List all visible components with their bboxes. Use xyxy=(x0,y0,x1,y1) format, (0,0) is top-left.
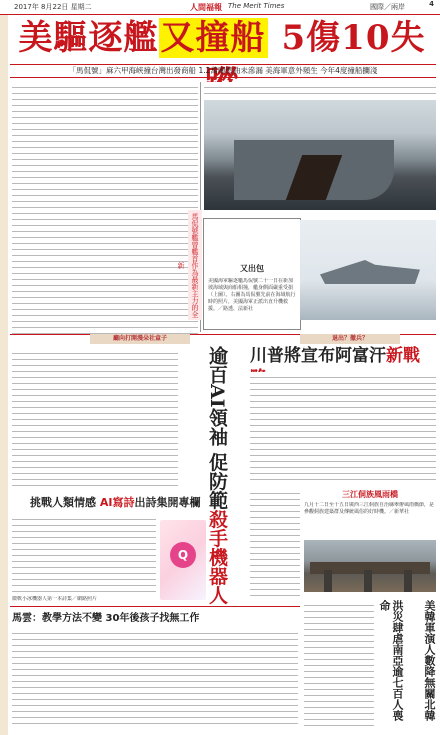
ma-headline: 馬雲：教學方法不變 30年後孩子找無工作 xyxy=(12,613,200,624)
trump-continued-text xyxy=(250,488,300,598)
korea-headline-b: 無關北韓 xyxy=(423,677,436,721)
ma-body-text xyxy=(12,628,298,728)
bridge-pier xyxy=(364,570,372,592)
flood-headline xyxy=(376,600,404,728)
korea-headline-a: 美韓軍演人數降 xyxy=(423,600,436,677)
page-number: 4 xyxy=(429,0,434,8)
bridge-pier xyxy=(324,570,332,592)
ai-headline-b: AI xyxy=(206,384,228,408)
korea-headline xyxy=(406,600,436,728)
ai-headline-c: 領袖 促防範 xyxy=(206,407,228,510)
headline-part-2: 又撞船 xyxy=(160,18,266,58)
page-header xyxy=(0,0,440,15)
trump-headline-b: 新戰 xyxy=(386,346,420,366)
poem-headline-a: 挑戰人類情感 xyxy=(30,496,100,509)
ai-section-label: 廳向打開漫朵社盒子 xyxy=(90,334,190,344)
trump-body-text xyxy=(250,372,436,484)
trump-headline-a: 川普將宣布阿富汗 xyxy=(250,346,386,366)
poem-headline-b: AI寫詩 xyxy=(99,496,135,509)
lead-banner xyxy=(8,15,436,63)
lead-top-text xyxy=(204,82,436,99)
destroyer-silhouette xyxy=(320,260,420,284)
paper-name: 人間福報 xyxy=(190,3,222,12)
caption-title: 又出包 xyxy=(240,264,264,273)
lead-pullquote: 馬侃號艦曾艦首作為最新主力的全新 xyxy=(188,210,202,320)
photo-caption-box xyxy=(203,218,301,330)
paper-english-name: The Merit Times xyxy=(228,2,285,10)
flood-headline-b: 逾七百人喪命 xyxy=(378,600,404,721)
bridge-title: 三江侗族風雨橋 xyxy=(342,490,398,499)
section-divider xyxy=(10,606,300,607)
bridge-photo xyxy=(304,540,436,592)
lead-body-text xyxy=(12,82,198,334)
trump-headline xyxy=(250,345,436,367)
caption-text: 美國海軍驅逐艦馬侃號二十一日在新加坡海域與商船相撞，艦身側面嚴重受損（上圖）。右圖為馬侃號先前在海域航行時的照片，美國海軍正派出直升機救援。／路透、法新社 xyxy=(208,278,296,312)
flood-body-text xyxy=(304,600,374,728)
left-margin-rail xyxy=(0,14,8,735)
ai-headline-d: 殺手機器人 xyxy=(206,509,228,605)
lead-subhead: 「馬侃號」麻六甲海峽撞台灣出發商船 1.2萬噸燃油未滲漏 美海軍意外頻生 今年4度撞船攔淺 xyxy=(10,64,436,78)
ship-photo-at-sea xyxy=(300,220,436,320)
xiaoice-logo: Q xyxy=(170,542,196,568)
bridge-caption: 九月十二日至十五日廣西三江侗族自治縣舉辦風雨橋節，是參觀侗族建築群及傳統風俗的好時機。／新華社 xyxy=(304,502,435,515)
ai-headline-a: 逾百 xyxy=(206,346,228,384)
trump-section-label: 退出？撤兵？ xyxy=(300,334,400,344)
poem-headline xyxy=(30,495,205,511)
lead-photo-collision xyxy=(204,100,436,210)
ai-body-text xyxy=(12,348,178,488)
poem-body-text xyxy=(12,514,156,594)
poem-headline-c: 出詩集開專欄 xyxy=(134,496,201,509)
headline-part-3: 5傷10失 xyxy=(281,18,426,58)
poem-illustration xyxy=(160,520,206,600)
flood-headline-a: 洪災肆虐南亞 xyxy=(391,600,404,666)
issue-date: 2017年 8月22日 星期二 xyxy=(14,3,92,11)
section-name: 國際／兩岸 xyxy=(370,3,405,11)
bridge-pier xyxy=(404,570,412,592)
poem-caption: 微軟小冰機器人第一本詩集／網路照片 xyxy=(12,596,98,602)
headline-part-1: 美驅逐艦 xyxy=(18,18,159,58)
